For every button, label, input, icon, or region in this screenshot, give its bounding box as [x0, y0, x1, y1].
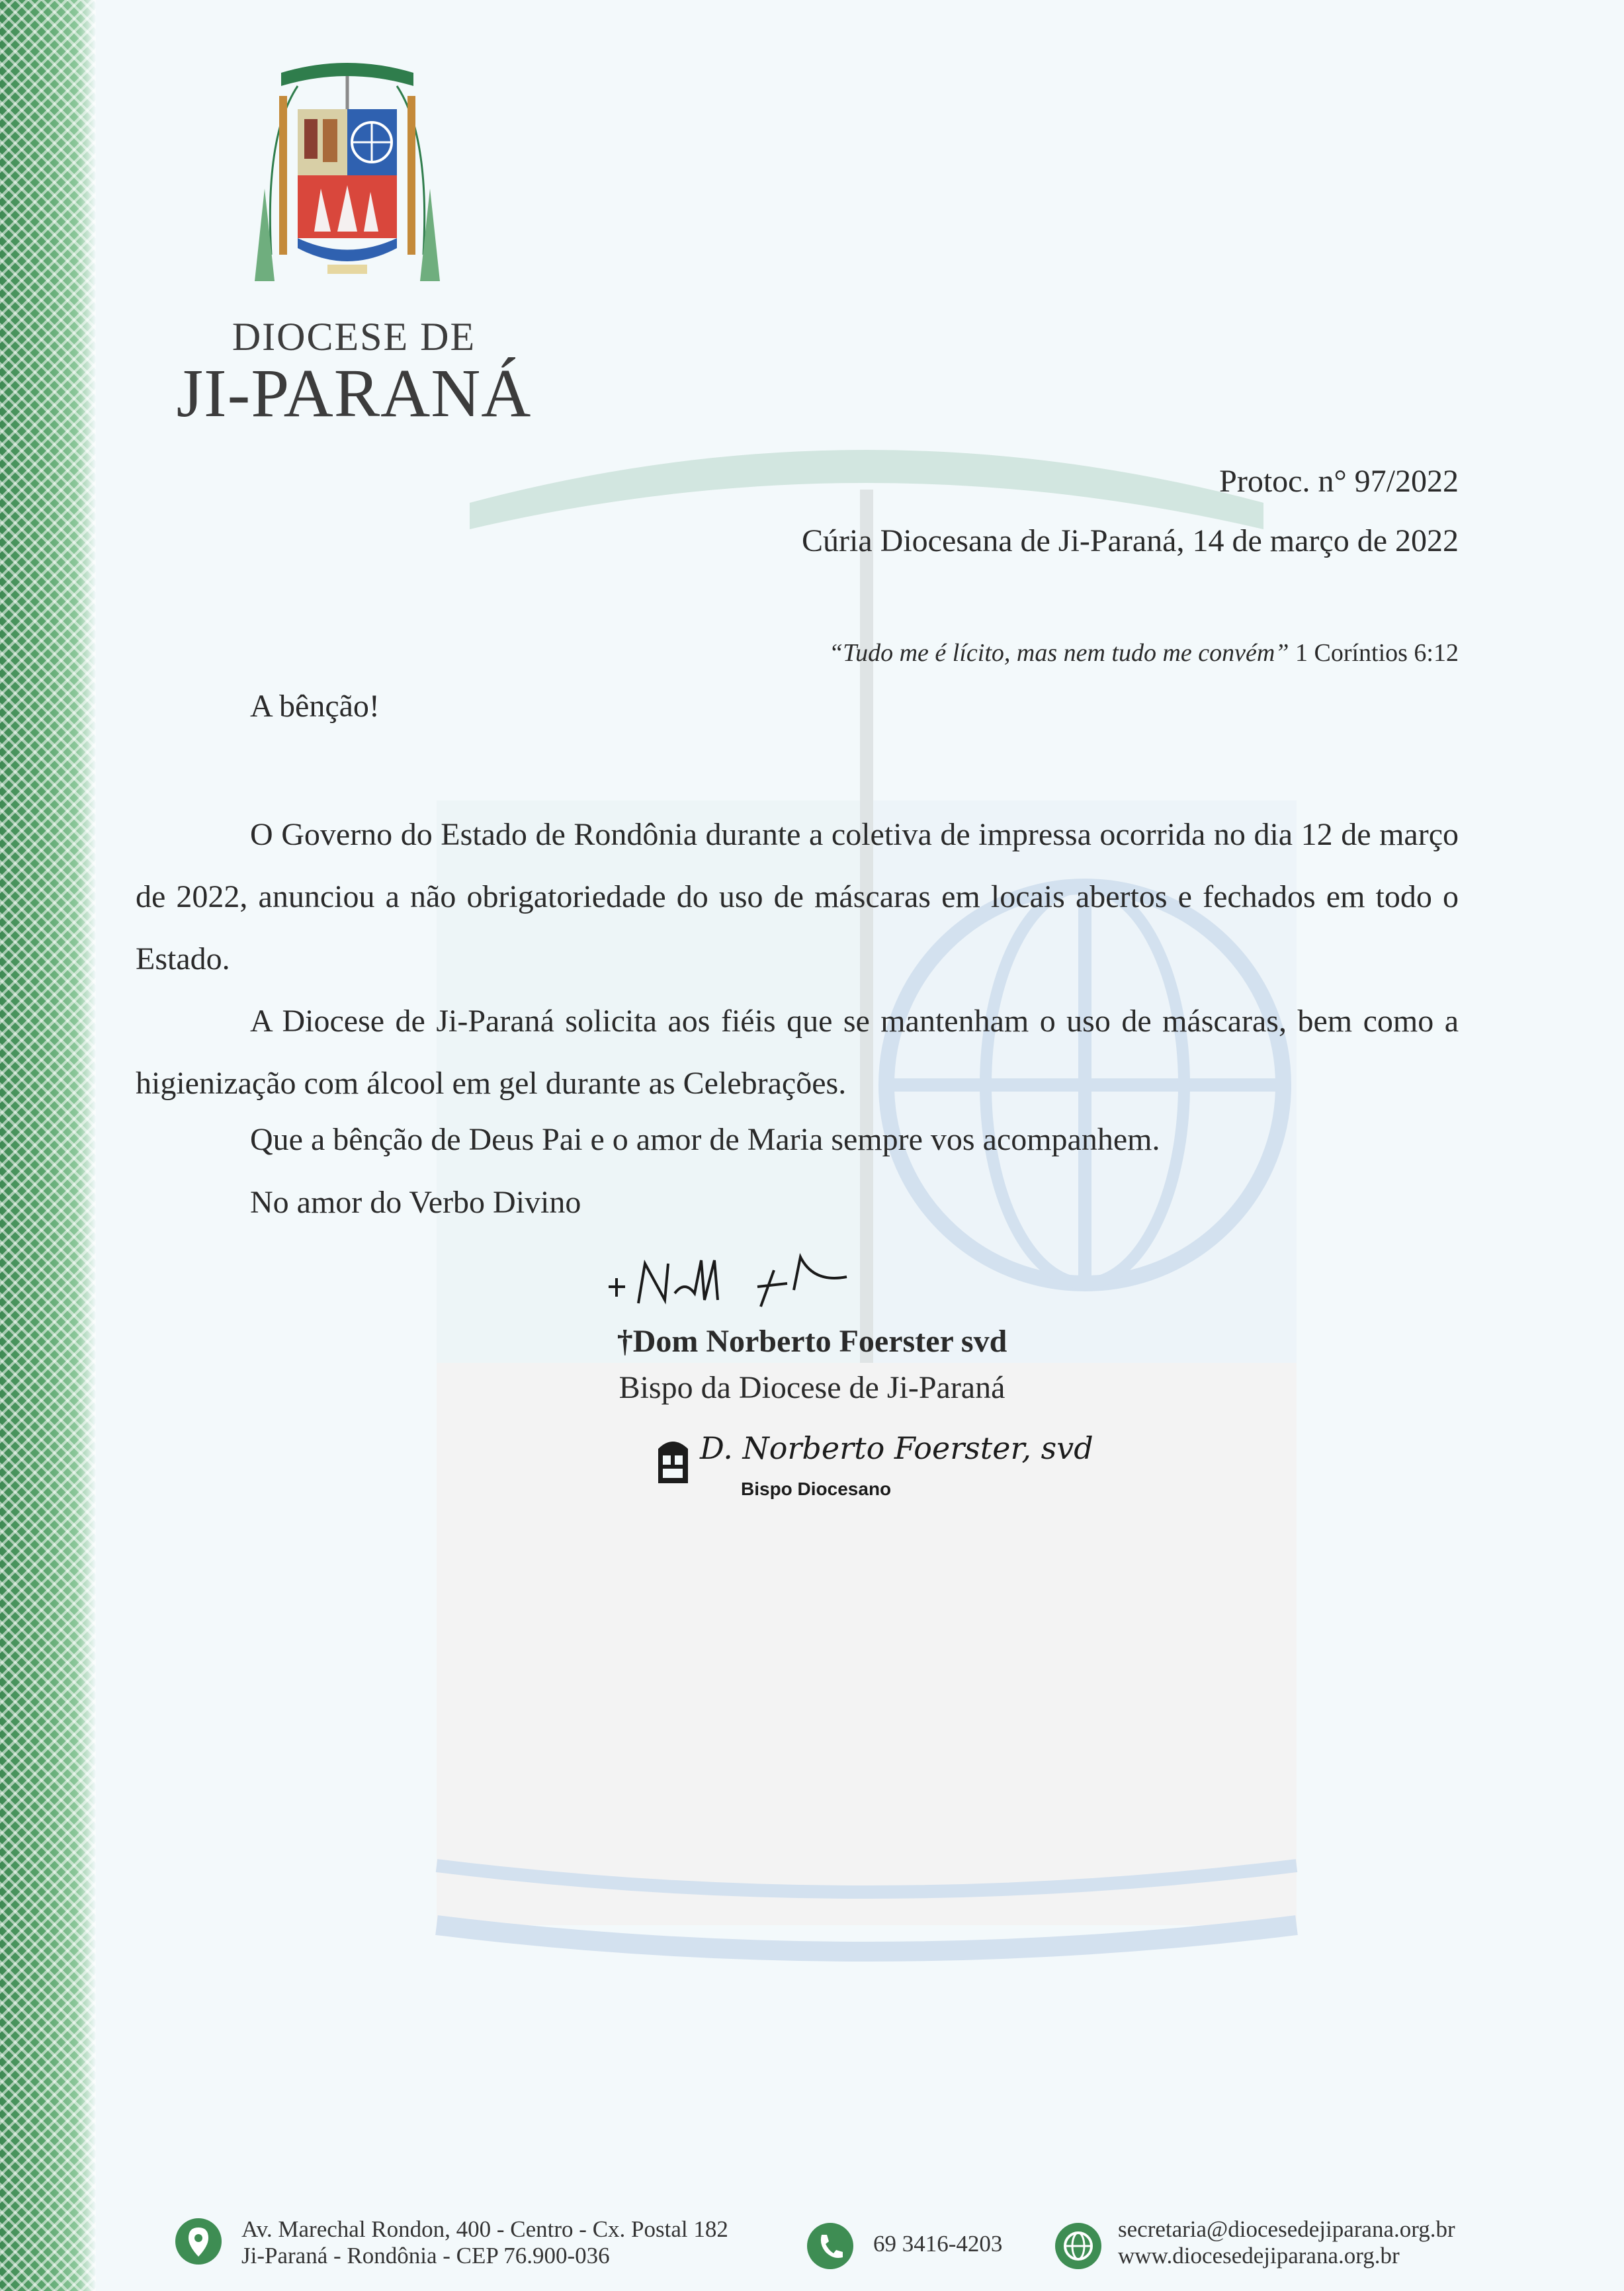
footer-phone: 69 3416-4203: [873, 2231, 1003, 2257]
greeting: A bênção!: [250, 689, 380, 724]
paragraph: A Diocese de Ji-Paraná solicita aos fiéis que se mantenham o uso de máscaras, bem como a higienização com álcool em gel durante as Celebrações.: [136, 1004, 1459, 1101]
footer-web: [1118, 2216, 1455, 2269]
place-date: Cúria Diocesana de Ji-Paraná, 14 de março de 2022: [802, 523, 1459, 558]
signatory-title: Bispo da Diocese de Ji-Paraná: [619, 1370, 1005, 1405]
footer-website[interactable]: www.diocesedejiparana.org.br: [1118, 2243, 1400, 2269]
globe-icon: [1055, 2223, 1101, 2269]
letter-body: [136, 804, 1459, 1115]
footer-email[interactable]: secretaria@diocesedejiparana.org.br: [1118, 2216, 1455, 2242]
protocol-number: Protoc. n° 97/2022: [1219, 464, 1459, 499]
footer-address: [241, 2216, 728, 2269]
phone-icon: [807, 2223, 853, 2269]
decorative-border: [0, 0, 96, 2291]
closing-salutation: No amor do Verbo Divino: [250, 1185, 581, 1220]
quote-text: “Tudo me é lícito, mas nem tudo me convém”: [828, 639, 1289, 667]
diocese-name-line1: DIOCESE DE: [232, 315, 476, 359]
address-line2: Ji-Paraná - Rondônia - CEP 76.900-036: [241, 2243, 610, 2269]
bible-quote: [829, 638, 1459, 668]
handwritten-signature: [595, 1244, 926, 1317]
signatory-name: †Dom Norberto Foerster svd: [617, 1324, 1007, 1359]
stamp-signature: D. Norberto Foerster, svd: [700, 1430, 1093, 1466]
map-pin-icon: [175, 2218, 222, 2265]
closing-blessing: Que a bênção de Deus Pai e o amor de Maria sempre vos acompanhem.: [250, 1122, 1160, 1157]
diocese-name-line2: JI-PARANÁ: [176, 355, 532, 431]
quote-reference: 1 Coríntios 6:12: [1295, 639, 1459, 667]
paragraph: O Governo do Estado de Rondônia durante a coletiva de impressa ocorrida no dia 12 de março de 2022, anunciou a não obrigatoriedade do uso de máscaras em locais abertos e fechados em todo o Estado.: [136, 817, 1459, 976]
address-line1: Av. Marechal Rondon, 400 - Centro - Cx. Postal 182: [241, 2216, 728, 2242]
stamp-label: Bispo Diocesano: [741, 1479, 892, 1499]
diocese-coat-of-arms-logo: [238, 56, 456, 294]
